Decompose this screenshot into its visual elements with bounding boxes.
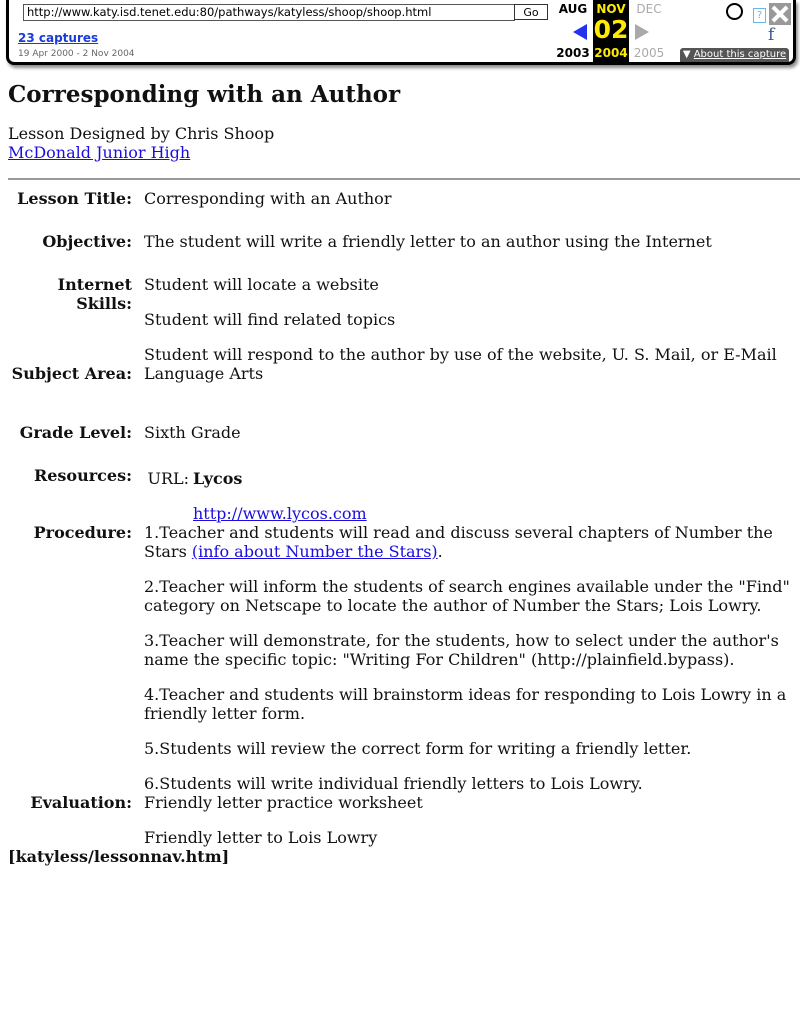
row-subject-area — [8, 364, 800, 423]
evaluation-item: Friendly letter to Lois Lowry — [144, 828, 378, 847]
current-month: NOV — [596, 2, 626, 16]
go-button[interactable]: Go — [514, 4, 548, 20]
value-lesson-title: Corresponding with an Author — [144, 189, 392, 208]
number-the-stars-info-link[interactable]: (info about Number the Stars) — [191, 542, 438, 561]
row-resources — [8, 466, 800, 523]
captures-link[interactable]: 23 captures — [18, 31, 99, 45]
triangle-down-icon: ▼ — [682, 49, 691, 60]
next-month: DEC — [636, 2, 662, 16]
value-objective: The student will write a friendly letter to an author using the Internet — [144, 232, 712, 251]
prev-capture-arrow-icon[interactable] — [573, 24, 587, 40]
procedure-step-text: 1.Teacher and students will read and discuss several chapters of Number the Stars — [144, 523, 773, 561]
school-link[interactable]: McDonald Junior High — [8, 143, 191, 162]
row-procedure — [8, 523, 800, 793]
row-lesson-title — [8, 189, 800, 232]
current-day: 02 — [593, 15, 629, 44]
byline — [8, 124, 800, 162]
loading-circle-icon — [726, 3, 743, 20]
label-subject-area: Subject Area: — [11, 364, 132, 383]
current-year: 2004 — [594, 46, 628, 60]
procedure-step-end: . — [437, 542, 443, 561]
close-icon[interactable] — [769, 3, 791, 25]
about-capture-button[interactable] — [680, 48, 789, 62]
value-grade-level: Sixth Grade — [144, 423, 241, 442]
skill-item: Student will find related topics — [144, 310, 396, 329]
label-lesson-title: Lesson Title: — [17, 189, 132, 208]
label-procedure: Procedure: — [33, 523, 132, 542]
wayback-toolbar — [6, 0, 796, 65]
page-content — [8, 78, 800, 866]
evaluation-item: Friendly letter practice worksheet — [144, 793, 423, 812]
skill-item: Student will locate a website — [144, 275, 379, 294]
skill-item: Student will respond to the author by use of the website, U. S. Mail, or E-Mail — [144, 345, 777, 364]
procedure-step: 5.Students will review the correct form for writing a friendly letter. — [144, 739, 692, 758]
next-capture-column — [630, 0, 668, 62]
procedure-step — [144, 523, 800, 561]
capture-date-range: 19 Apr 2000 - 2 Nov 2004 — [18, 49, 135, 59]
label-grade-level: Grade Level: — [19, 423, 132, 442]
label-objective: Objective: — [42, 232, 132, 251]
designer-text: Lesson Designed by Chris Shoop — [8, 124, 275, 143]
url-input[interactable] — [23, 4, 515, 21]
resource-name: Lycos — [193, 469, 243, 488]
help-icon[interactable]: ? — [753, 8, 766, 23]
current-capture-column — [593, 0, 629, 62]
lesson-table — [8, 189, 800, 847]
divider — [8, 178, 800, 180]
procedure-step: 4.Teacher and students will brainstorm ideas for responding to Lois Lowry in a friendly letter form. — [144, 685, 787, 723]
label-internet-skills: Internet Skills: — [57, 275, 132, 313]
lesson-nav-include: [katyless/lessonnav.htm] — [8, 847, 230, 866]
label-evaluation: Evaluation: — [30, 793, 132, 812]
row-internet-skills — [8, 275, 800, 364]
lycos-link[interactable]: http://www.lycos.com — [193, 504, 367, 523]
procedure-step: 3.Teacher will demonstrate, for the students, how to select under the author's name the specific topic: "Writing For Children" (http://plainfield.bypass). — [144, 631, 779, 669]
facebook-icon[interactable]: f — [768, 25, 775, 45]
row-objective — [8, 232, 800, 275]
label-resources: Resources: — [33, 466, 132, 485]
about-capture-label: About this capture — [693, 49, 787, 60]
value-subject-area: Language Arts — [144, 364, 264, 383]
procedure-step: 2.Teacher will inform the students of search engines available under the "Find" category on Netscape to locate the author of Number the Stars; Lois Lowry. — [144, 577, 790, 615]
row-grade-level — [8, 423, 800, 466]
prev-month: AUG — [558, 2, 588, 16]
row-evaluation — [8, 793, 800, 847]
prev-year: 2003 — [556, 46, 590, 60]
resource-url-key: URL: — [147, 469, 189, 488]
next-year: 2005 — [633, 46, 665, 60]
page-title: Corresponding with an Author — [8, 81, 401, 108]
procedure-step: 6.Students will write individual friendly letters to Lois Lowry. — [144, 774, 643, 793]
